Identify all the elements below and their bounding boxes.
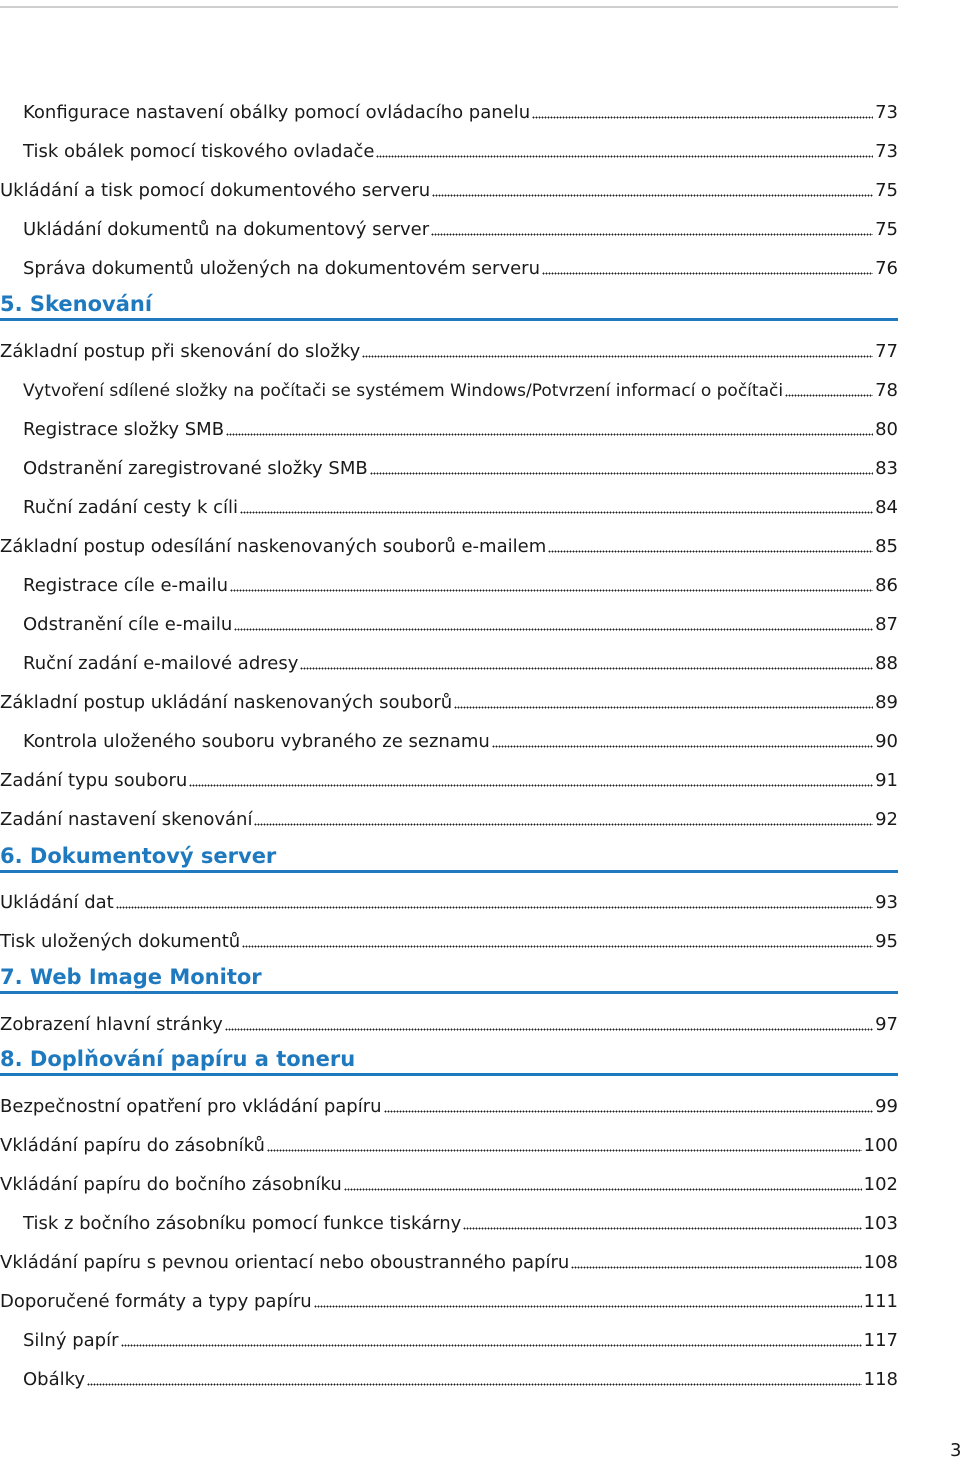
toc-entry-page: 75 xyxy=(875,180,898,201)
toc-entry-page: 86 xyxy=(875,575,898,596)
toc-entry[interactable] xyxy=(0,530,898,558)
dot-leader xyxy=(463,1227,861,1230)
toc-entry[interactable] xyxy=(0,96,898,124)
toc-entry[interactable] xyxy=(0,1008,898,1036)
toc-entry-page: 117 xyxy=(863,1330,898,1351)
toc-entry[interactable] xyxy=(0,1207,898,1235)
toc-entry-page: 92 xyxy=(875,809,898,830)
dot-leader xyxy=(230,589,873,592)
toc-entry-title: Doporučené formáty a typy papíru xyxy=(0,1291,312,1312)
dot-leader xyxy=(376,155,873,158)
toc-entry-page: 108 xyxy=(863,1252,898,1273)
dot-leader xyxy=(226,433,873,436)
toc-entry[interactable] xyxy=(0,252,898,280)
toc-entry-title: Registrace cíle e-mailu xyxy=(23,575,228,596)
dot-leader xyxy=(254,823,873,826)
toc-entry-page: 84 xyxy=(875,497,898,518)
toc-entry[interactable] xyxy=(0,135,898,163)
chapter-heading[interactable] xyxy=(0,844,898,884)
toc-entry-page: 90 xyxy=(875,731,898,752)
toc-entry-page: 100 xyxy=(863,1135,898,1156)
dot-leader xyxy=(370,472,873,475)
toc-entry-title: Tisk uložených dokumentů xyxy=(0,931,241,952)
dot-leader xyxy=(225,1028,873,1031)
dot-leader xyxy=(432,194,873,197)
toc-entry[interactable] xyxy=(0,1363,898,1391)
dot-leader xyxy=(785,394,873,397)
toc-entry[interactable] xyxy=(0,725,898,753)
toc-entry[interactable] xyxy=(0,803,898,831)
dot-leader xyxy=(384,1110,874,1113)
toc-entry-title: Základní postup při skenování do složky xyxy=(0,341,361,362)
toc-entry-title: Ruční zadání e-mailové adresy xyxy=(23,653,299,674)
toc-entry-title: Základní postup ukládání naskenovaných souborů xyxy=(0,692,453,713)
toc-entry-title: Vytvoření sdílené složky na počítači se systémem Windows/Potvrzení informací o počítači xyxy=(23,381,784,401)
toc-entry-page: 85 xyxy=(875,536,898,557)
toc-entry-title: Ruční zadání cesty k cíli xyxy=(23,497,239,518)
toc-entry-title: Vkládání papíru s pevnou orientací nebo oboustranného papíru xyxy=(0,1252,570,1273)
dot-leader xyxy=(492,745,873,748)
page-number: 3 xyxy=(950,1440,961,1461)
toc-entry[interactable] xyxy=(0,764,898,792)
toc-entry-title: Správa dokumentů uložených na dokumentovém serveru xyxy=(23,258,540,279)
toc-entry-title: Konfigurace nastavení obálky pomocí ovládacího panelu xyxy=(23,102,531,123)
chapter-rule xyxy=(0,991,898,994)
toc-entry-title: Základní postup odesílání naskenovaných souborů e-mailem xyxy=(0,536,547,557)
toc-entry-title: Vkládání papíru do bočního zásobníku xyxy=(0,1174,342,1195)
toc-entry-page: 80 xyxy=(875,419,898,440)
dot-leader xyxy=(121,1344,862,1347)
toc-entry-page: 88 xyxy=(875,653,898,674)
toc-entry-page: 89 xyxy=(875,692,898,713)
toc-entry-page: 95 xyxy=(875,931,898,952)
chapter-title: 5. Skenování xyxy=(0,292,153,316)
toc-entry-page: 111 xyxy=(863,1291,898,1312)
chapter-heading[interactable] xyxy=(0,1047,898,1087)
toc-entry-page: 99 xyxy=(875,1096,898,1117)
toc-entry[interactable] xyxy=(0,647,898,675)
chapter-rule xyxy=(0,318,898,321)
toc-entry-title: Silný papír xyxy=(23,1330,119,1351)
toc-entry-page: 102 xyxy=(863,1174,898,1195)
toc-entry[interactable] xyxy=(0,608,898,636)
toc-entry[interactable] xyxy=(0,1090,898,1118)
toc-entry[interactable] xyxy=(0,452,898,480)
toc-entry-title: Obálky xyxy=(23,1369,86,1390)
dot-leader xyxy=(267,1149,862,1152)
toc-entry-page: 75 xyxy=(875,219,898,240)
toc-entry-title: Kontrola uloženého souboru vybraného ze seznamu xyxy=(23,731,490,752)
toc-entry[interactable] xyxy=(0,174,898,202)
dot-leader xyxy=(571,1266,861,1269)
toc-entry[interactable] xyxy=(0,925,898,953)
toc-entry[interactable] xyxy=(0,491,898,519)
toc-entry-title: Odstranění cíle e-mailu xyxy=(23,614,233,635)
chapter-rule xyxy=(0,1073,898,1076)
toc-entry-title: Ukládání dat xyxy=(0,892,114,913)
toc-entry-page: 83 xyxy=(875,458,898,479)
toc-entry-page: 78 xyxy=(875,380,898,401)
toc-entry-page: 87 xyxy=(875,614,898,635)
dot-leader xyxy=(344,1188,862,1191)
toc-entry-page: 73 xyxy=(875,102,898,123)
toc-entry-page: 76 xyxy=(875,258,898,279)
chapter-rule xyxy=(0,870,898,873)
chapter-title: 7. Web Image Monitor xyxy=(0,965,262,989)
chapter-title: 8. Doplňování papíru a toneru xyxy=(0,1047,356,1071)
toc-entry-page: 93 xyxy=(875,892,898,913)
toc-entry-title: Ukládání a tisk pomocí dokumentového serveru xyxy=(0,180,431,201)
toc-entry[interactable] xyxy=(0,1129,898,1157)
toc-entry-title: Tisk z bočního zásobníku pomocí funkce tiskárny xyxy=(23,1213,462,1234)
toc-entry[interactable] xyxy=(0,569,898,597)
toc-entry-title: Ukládání dokumentů na dokumentový server xyxy=(23,219,430,240)
toc-entry-title: Zadání nastavení skenování xyxy=(0,809,253,830)
toc-entry-title: Tisk obálek pomocí tiskového ovladače xyxy=(23,141,375,162)
toc-entry-page: 77 xyxy=(875,341,898,362)
toc-entry-title: Zadání typu souboru xyxy=(0,770,188,791)
toc-entry[interactable] xyxy=(0,1246,898,1274)
top-rule xyxy=(0,6,898,8)
toc-entry[interactable] xyxy=(0,213,898,241)
chapter-heading[interactable] xyxy=(0,292,898,332)
toc-entry-title: Zobrazení hlavní stránky xyxy=(0,1014,223,1035)
toc-entry-title: Registrace složky SMB xyxy=(23,419,225,440)
dot-leader xyxy=(87,1383,862,1386)
toc-entry[interactable] xyxy=(0,1285,898,1313)
dot-leader xyxy=(116,906,873,909)
toc-entry[interactable] xyxy=(0,374,898,402)
toc-entry-title: Odstranění zaregistrované složky SMB xyxy=(23,458,368,479)
toc-entry-title: Vkládání papíru do zásobníků xyxy=(0,1135,265,1156)
dot-leader xyxy=(234,628,873,631)
dot-leader xyxy=(189,784,873,787)
dot-leader xyxy=(532,116,873,119)
dot-leader xyxy=(242,945,873,948)
dot-leader xyxy=(431,233,873,236)
chapter-heading[interactable] xyxy=(0,965,898,1005)
dot-leader xyxy=(240,511,873,514)
dot-leader xyxy=(548,550,873,553)
toc-entry[interactable] xyxy=(0,413,898,441)
chapter-title: 6. Dokumentový server xyxy=(0,844,277,868)
dot-leader xyxy=(542,272,873,275)
toc-entry-page: 118 xyxy=(863,1369,898,1390)
toc-entry-page: 103 xyxy=(863,1213,898,1234)
toc-entry[interactable] xyxy=(0,886,898,914)
toc-entry[interactable] xyxy=(0,686,898,714)
toc-entry-page: 73 xyxy=(875,141,898,162)
toc-entry[interactable] xyxy=(0,1168,898,1196)
toc-entry[interactable] xyxy=(0,335,898,363)
toc-entry[interactable] xyxy=(0,1324,898,1352)
dot-leader xyxy=(300,667,873,670)
dot-leader xyxy=(362,355,873,358)
dot-leader xyxy=(454,706,873,709)
toc-entry-title: Bezpečnostní opatření pro vkládání papíru xyxy=(0,1096,382,1117)
toc-entry-page: 91 xyxy=(875,770,898,791)
toc-entry-page: 97 xyxy=(875,1014,898,1035)
dot-leader xyxy=(314,1305,862,1308)
